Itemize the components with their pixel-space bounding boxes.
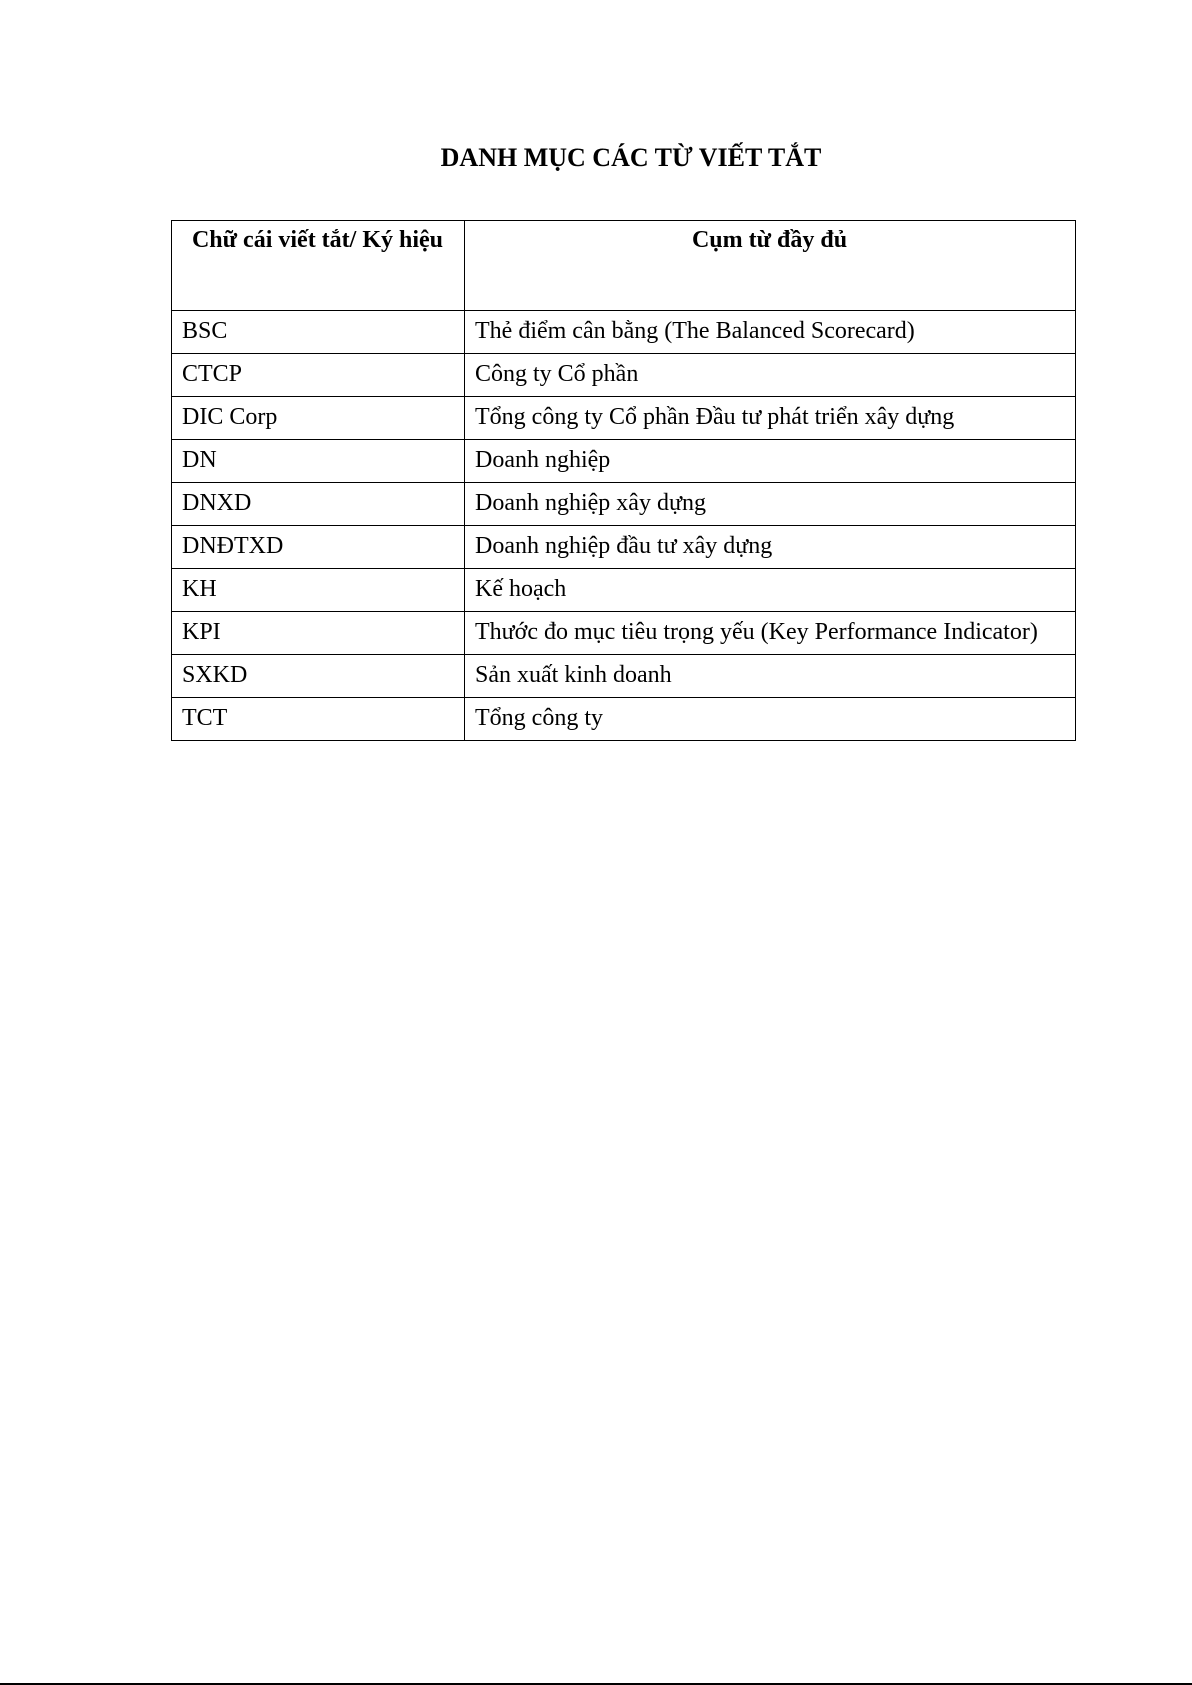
- full-phrase-cell: Tổng công ty Cổ phần Đầu tư phát triển xây dựng: [465, 397, 1076, 440]
- table-row: [172, 440, 1076, 483]
- table-row: [172, 655, 1076, 698]
- abbreviation-cell: CTCP: [172, 354, 465, 397]
- full-phrase-cell: Công ty Cổ phần: [465, 354, 1076, 397]
- abbreviation-cell: TCT: [172, 698, 465, 741]
- table-row: [172, 569, 1076, 612]
- abbreviation-cell: SXKD: [172, 655, 465, 698]
- full-phrase-cell: Kế hoạch: [465, 569, 1076, 612]
- abbreviation-cell: KPI: [172, 612, 465, 655]
- full-phrase-cell: Doanh nghiệp: [465, 440, 1076, 483]
- abbreviation-cell: DNĐTXD: [172, 526, 465, 569]
- table-row: [172, 354, 1076, 397]
- table-row: [172, 698, 1076, 741]
- abbreviation-cell: KH: [172, 569, 465, 612]
- full-phrase-cell: Doanh nghiệp đầu tư xây dựng: [465, 526, 1076, 569]
- abbreviation-cell: DN: [172, 440, 465, 483]
- full-phrase-cell: Thẻ điểm cân bằng (The Balanced Scorecard): [465, 311, 1076, 354]
- full-phrase-cell: Doanh nghiệp xây dựng: [465, 483, 1076, 526]
- full-phrase-cell: Thước đo mục tiêu trọng yếu (Key Performance Indicator): [465, 612, 1076, 655]
- column-header-full-phrase: Cụm từ đầy đủ: [465, 221, 1076, 311]
- column-header-abbreviation: Chữ cái viết tắt/ Ký hiệu: [172, 221, 465, 311]
- table-row: [172, 311, 1076, 354]
- abbreviation-cell: DNXD: [172, 483, 465, 526]
- full-phrase-cell: Sản xuất kinh doanh: [465, 655, 1076, 698]
- abbreviation-cell: DIC Corp: [172, 397, 465, 440]
- table-row: [172, 397, 1076, 440]
- table-row: [172, 483, 1076, 526]
- abbreviation-table: [171, 220, 1076, 741]
- abbreviation-cell: BSC: [172, 311, 465, 354]
- table-row: [172, 612, 1076, 655]
- page-title: DANH MỤC CÁC TỪ VIẾT TẮT: [440, 143, 822, 172]
- table-row: [172, 526, 1076, 569]
- table-header-row: [172, 221, 1076, 311]
- full-phrase-cell: Tổng công ty: [465, 698, 1076, 741]
